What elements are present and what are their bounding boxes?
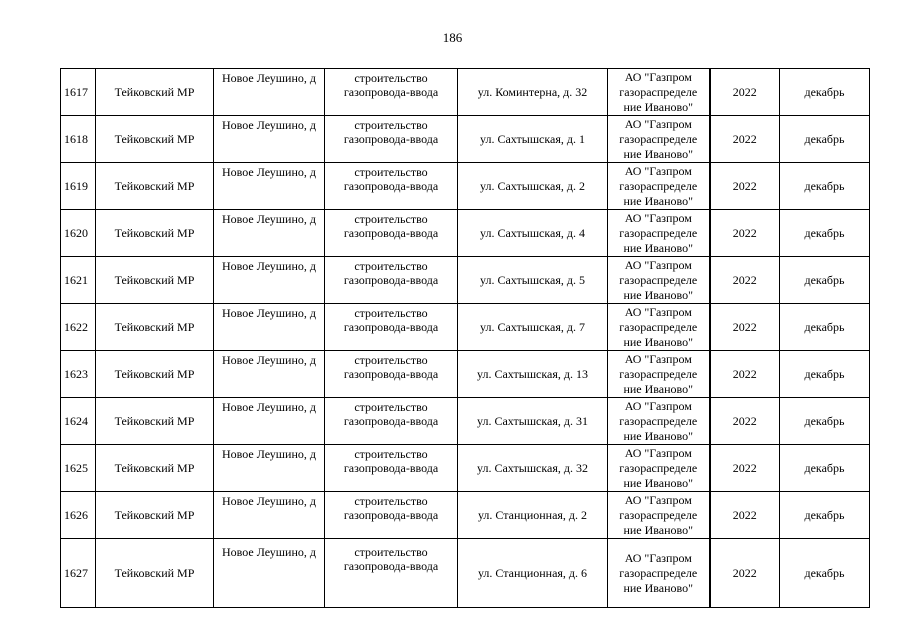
row-number: 1624 (61, 398, 96, 445)
row-number: 1627 (61, 539, 96, 608)
year-cell: 2022 (710, 210, 780, 257)
organization-cell: АО "Газпром газораспределе ние Иваново" (608, 163, 710, 210)
address-cell: ул. Сахтышская, д. 32 (458, 445, 608, 492)
organization-cell: АО "Газпром газораспределе ние Иваново" (608, 398, 710, 445)
month-cell: декабрь (780, 163, 870, 210)
work-type-cell: строительство газопровода-ввода (325, 398, 458, 445)
work-type-cell: строительство газопровода-ввода (325, 304, 458, 351)
address-cell: ул. Коминтерна, д. 32 (458, 69, 608, 116)
row-number: 1626 (61, 492, 96, 539)
table-row (61, 304, 870, 351)
work-type-cell: строительство газопровода-ввода (325, 257, 458, 304)
work-type-cell: строительство газопровода-ввода (325, 445, 458, 492)
address-cell: ул. Сахтышская, д. 7 (458, 304, 608, 351)
month-cell: декабрь (780, 492, 870, 539)
organization-cell: АО "Газпром газораспределе ние Иваново" (608, 539, 710, 608)
month-cell: декабрь (780, 398, 870, 445)
address-cell: ул. Станционная, д. 6 (458, 539, 608, 608)
year-cell: 2022 (710, 116, 780, 163)
organization-cell: АО "Газпром газораспределе ние Иваново" (608, 257, 710, 304)
gasification-table (60, 68, 870, 608)
address-cell: ул. Сахтышская, д. 31 (458, 398, 608, 445)
address-cell: ул. Сахтышская, д. 2 (458, 163, 608, 210)
district-cell: Тейковский МР (96, 304, 214, 351)
table-row (61, 351, 870, 398)
work-type-cell: строительство газопровода-ввода (325, 539, 458, 608)
month-cell: декабрь (780, 539, 870, 608)
work-type-cell: строительство газопровода-ввода (325, 116, 458, 163)
row-number: 1619 (61, 163, 96, 210)
organization-cell: АО "Газпром газораспределе ние Иваново" (608, 210, 710, 257)
table-row (61, 445, 870, 492)
row-number: 1620 (61, 210, 96, 257)
work-type-cell: строительство газопровода-ввода (325, 351, 458, 398)
organization-cell: АО "Газпром газораспределе ние Иваново" (608, 116, 710, 163)
month-cell: декабрь (780, 445, 870, 492)
locality-cell: Новое Леушино, д (214, 210, 325, 257)
district-cell: Тейковский МР (96, 351, 214, 398)
organization-cell: АО "Газпром газораспределе ние Иваново" (608, 351, 710, 398)
month-cell: декабрь (780, 69, 870, 116)
address-cell: ул. Сахтышская, д. 4 (458, 210, 608, 257)
district-cell: Тейковский МР (96, 492, 214, 539)
address-cell: ул. Сахтышская, д. 13 (458, 351, 608, 398)
locality-cell: Новое Леушино, д (214, 116, 325, 163)
district-cell: Тейковский МР (96, 116, 214, 163)
district-cell: Тейковский МР (96, 398, 214, 445)
row-number: 1625 (61, 445, 96, 492)
address-cell: ул. Сахтышская, д. 5 (458, 257, 608, 304)
year-cell: 2022 (710, 257, 780, 304)
row-number: 1618 (61, 116, 96, 163)
month-cell: декабрь (780, 210, 870, 257)
month-cell: декабрь (780, 351, 870, 398)
organization-cell: АО "Газпром газораспределе ние Иваново" (608, 304, 710, 351)
year-cell: 2022 (710, 69, 780, 116)
year-cell: 2022 (710, 304, 780, 351)
organization-cell: АО "Газпром газораспределе ние Иваново" (608, 445, 710, 492)
row-number: 1622 (61, 304, 96, 351)
month-cell: декабрь (780, 116, 870, 163)
year-cell: 2022 (710, 398, 780, 445)
locality-cell: Новое Леушино, д (214, 539, 325, 608)
table-row (61, 69, 870, 116)
locality-cell: Новое Леушино, д (214, 69, 325, 116)
district-cell: Тейковский МР (96, 539, 214, 608)
district-cell: Тейковский МР (96, 210, 214, 257)
year-cell: 2022 (710, 163, 780, 210)
organization-cell: АО "Газпром газораспределе ние Иваново" (608, 492, 710, 539)
row-number: 1621 (61, 257, 96, 304)
table-row (61, 257, 870, 304)
district-cell: Тейковский МР (96, 257, 214, 304)
work-type-cell: строительство газопровода-ввода (325, 69, 458, 116)
table-row (61, 163, 870, 210)
year-cell: 2022 (710, 539, 780, 608)
row-number: 1623 (61, 351, 96, 398)
table-row (61, 539, 870, 608)
locality-cell: Новое Леушино, д (214, 304, 325, 351)
table-row (61, 492, 870, 539)
work-type-cell: строительство газопровода-ввода (325, 210, 458, 257)
table-row (61, 116, 870, 163)
work-type-cell: строительство газопровода-ввода (325, 163, 458, 210)
locality-cell: Новое Леушино, д (214, 492, 325, 539)
year-cell: 2022 (710, 351, 780, 398)
table-body (61, 69, 870, 608)
month-cell: декабрь (780, 304, 870, 351)
district-cell: Тейковский МР (96, 69, 214, 116)
year-cell: 2022 (710, 445, 780, 492)
year-cell: 2022 (710, 492, 780, 539)
work-type-cell: строительство газопровода-ввода (325, 492, 458, 539)
locality-cell: Новое Леушино, д (214, 398, 325, 445)
row-number: 1617 (61, 69, 96, 116)
page-number: 186 (442, 30, 463, 45)
address-cell: ул. Станционная, д. 2 (458, 492, 608, 539)
locality-cell: Новое Леушино, д (214, 257, 325, 304)
locality-cell: Новое Леушино, д (214, 163, 325, 210)
district-cell: Тейковский МР (96, 163, 214, 210)
organization-cell: АО "Газпром газораспределе ние Иваново" (608, 69, 710, 116)
table-row (61, 210, 870, 257)
locality-cell: Новое Леушино, д (214, 351, 325, 398)
district-cell: Тейковский МР (96, 445, 214, 492)
address-cell: ул. Сахтышская, д. 1 (458, 116, 608, 163)
month-cell: декабрь (780, 257, 870, 304)
locality-cell: Новое Леушино, д (214, 445, 325, 492)
table-row (61, 398, 870, 445)
